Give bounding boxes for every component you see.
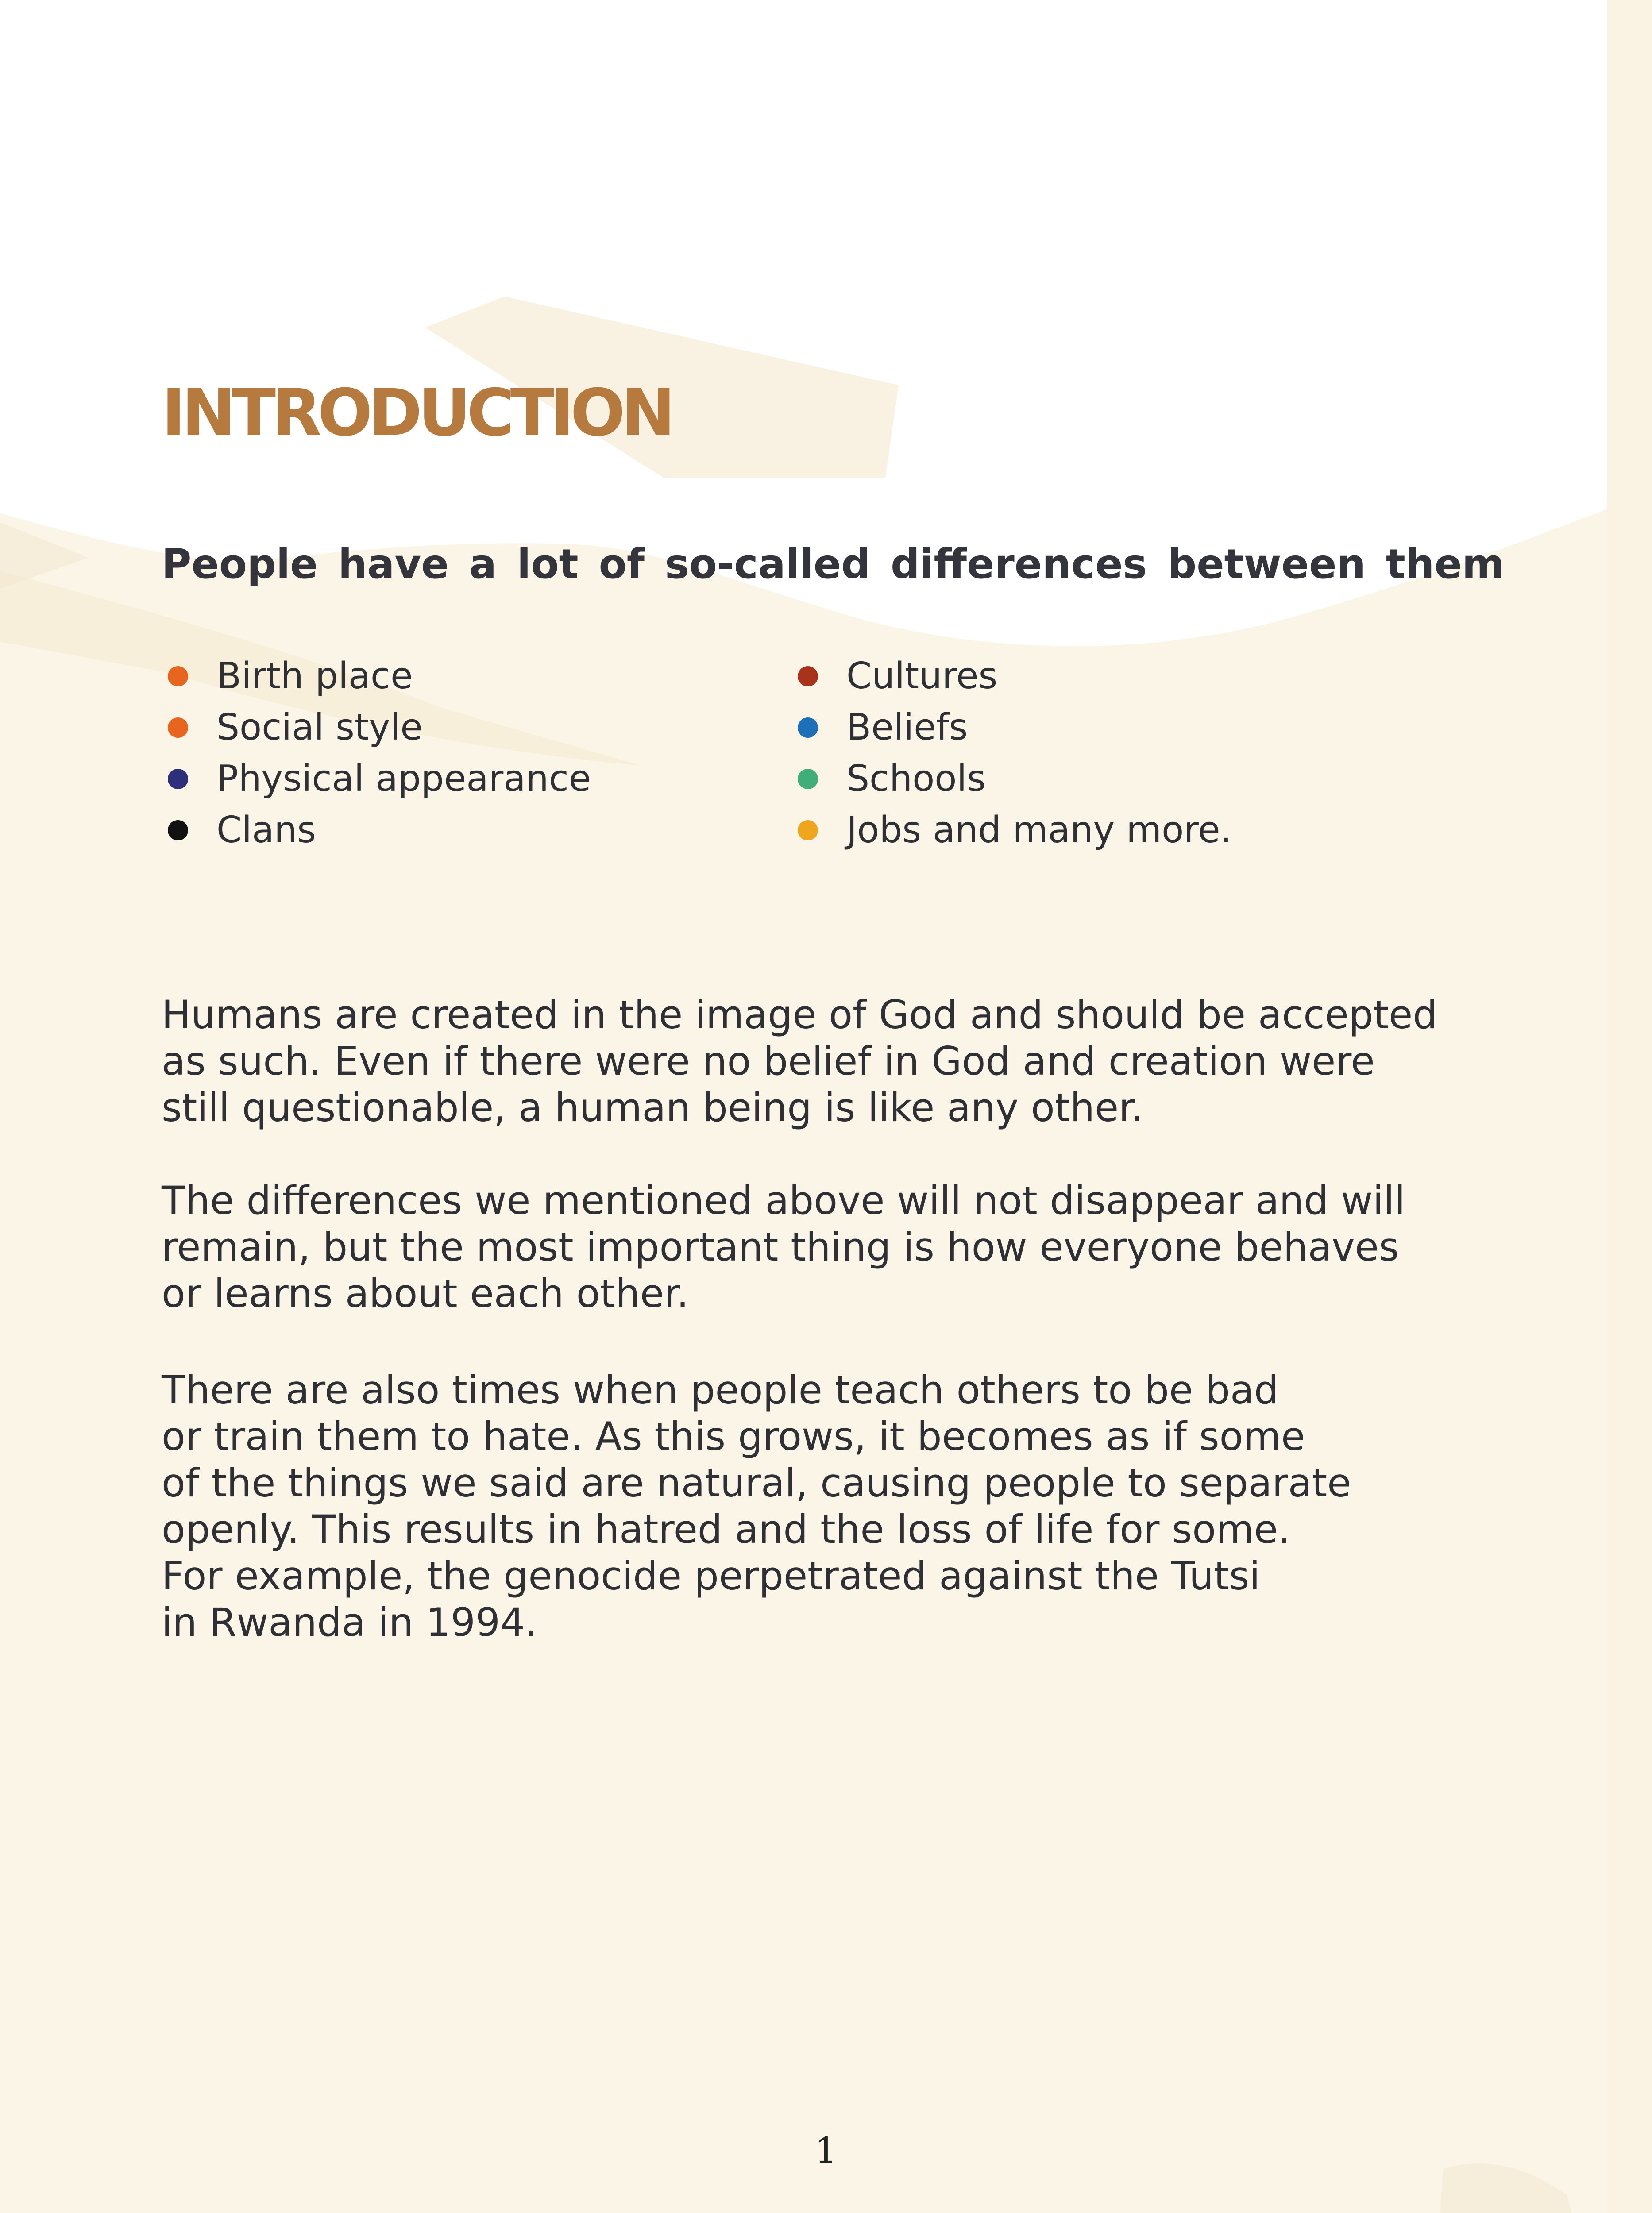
difference-item — [162, 753, 591, 805]
bullet-dot-icon — [168, 666, 188, 686]
paragraph-line: as such. Even if there were no belief in God and creation were — [162, 1038, 1375, 1084]
bullet-dot-icon — [168, 769, 188, 789]
difference-item — [162, 702, 591, 753]
difference-label: Schools — [846, 758, 986, 800]
paragraph-line: in Rwanda in 1994. — [162, 1600, 537, 1645]
difference-item — [791, 651, 1232, 702]
bullet-dot-icon — [798, 717, 818, 738]
difference-label: Birth place — [216, 655, 413, 697]
paragraph-line: The differences we mentioned above will not disappear and will — [162, 1178, 1405, 1223]
difference-label: Cultures — [846, 655, 998, 697]
paragraph-line: still questionable, a human being is like any other. — [162, 1085, 1144, 1130]
paragraph-line: There are also times when people teach others to be bad — [162, 1367, 1279, 1413]
difference-label: Physical appearance — [216, 758, 591, 800]
difference-item — [162, 651, 591, 702]
paragraph-teaching-hatred — [162, 1367, 1445, 1646]
paragraph-line: openly. This results in hatred and the loss of life for some. — [162, 1507, 1290, 1552]
paragraph-line: or learns about each other. — [162, 1271, 689, 1316]
bullet-dot-icon — [168, 717, 188, 738]
difference-item — [791, 805, 1232, 856]
paragraph-image-of-god — [162, 991, 1445, 1131]
paragraph-line: remain, but the most important thing is how everyone behaves — [162, 1224, 1399, 1270]
bullet-dot-icon — [798, 820, 818, 840]
page-number: 1 — [814, 2130, 838, 2171]
paragraph-line: or train them to hate. As this grows, it becomes as if some — [162, 1414, 1305, 1459]
bullet-dot-icon — [798, 666, 818, 686]
difference-label: Beliefs — [846, 706, 968, 748]
paragraph-line: For example, the genocide perpetrated against the Tutsi — [162, 1553, 1260, 1599]
difference-label: Jobs and many more. — [846, 809, 1232, 851]
bullet-dot-icon — [168, 820, 188, 840]
difference-item — [791, 702, 1232, 753]
page-title: INTRODUCTION — [162, 375, 672, 451]
paragraph-line: of the things we said are natural, causing people to separate — [162, 1460, 1351, 1506]
paragraph-differences-remain — [162, 1177, 1445, 1317]
differences-list-right — [791, 651, 1232, 856]
section-subtitle: People have a lot of so-called differences between them — [162, 540, 1505, 588]
difference-item — [791, 753, 1232, 805]
paragraph-line: Humans are created in the image of God and should be accepted — [162, 992, 1438, 1037]
difference-label: Clans — [216, 809, 316, 851]
bullet-dot-icon — [798, 769, 818, 789]
difference-label: Social style — [216, 706, 423, 748]
differences-list-left — [162, 651, 591, 856]
difference-item — [162, 805, 591, 856]
